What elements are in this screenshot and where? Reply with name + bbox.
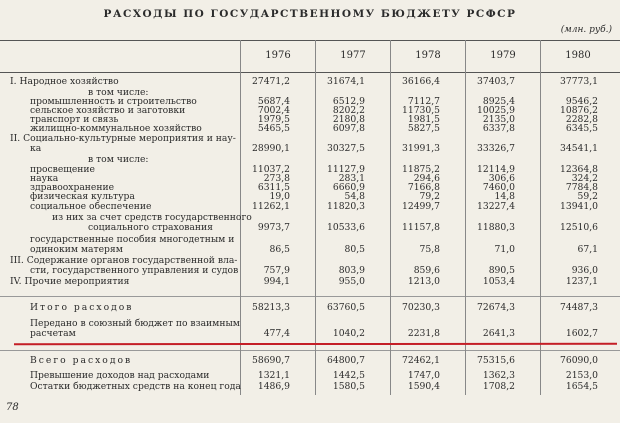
- cell-value: 70230,3: [402, 302, 440, 313]
- year-header: 1980: [565, 50, 591, 61]
- cell-value: 63760,5: [327, 302, 365, 313]
- red-underline-annotation: [14, 343, 617, 346]
- cell-value: 2282,8: [565, 114, 598, 125]
- table-row: [0, 222, 620, 234]
- row-label: Остатки бюджетных средств на конец года: [30, 381, 241, 392]
- cell-value: 324,2: [571, 173, 598, 184]
- cell-value: 9546,2: [565, 96, 598, 107]
- cell-value: 74487,3: [560, 302, 598, 313]
- row-label: I. Народное хозяйство: [10, 76, 119, 87]
- cell-value: 1442,5: [332, 370, 365, 381]
- cell-value: 19,0: [269, 191, 290, 202]
- unit-label: (млн. руб.): [560, 25, 612, 35]
- cell-value: 34541,1: [560, 143, 598, 154]
- cell-value: 12114,9: [477, 164, 515, 175]
- cell-value: 283,1: [338, 173, 365, 184]
- cell-value: 306,6: [488, 173, 515, 184]
- cell-value: 5465,5: [257, 123, 290, 134]
- cell-value: 11730,5: [402, 105, 440, 116]
- cell-value: 1321,1: [257, 370, 290, 381]
- cell-value: 11037,2: [252, 164, 290, 175]
- row-label: III. Содержание органов государственной вла-: [10, 255, 238, 266]
- row-label: Итого расходов: [30, 302, 134, 313]
- header-top-rule: [0, 40, 620, 41]
- row-label: II. Социально-культурные мероприятия и нау-: [10, 133, 236, 144]
- row-label: наука: [30, 173, 59, 184]
- cell-value: 79,2: [419, 191, 440, 202]
- cell-value: 9973,7: [257, 222, 290, 233]
- cell-value: 936,0: [571, 265, 598, 276]
- cell-value: 8925,4: [482, 96, 515, 107]
- row-label: просвещение: [30, 164, 95, 175]
- cell-value: 8202,2: [332, 105, 365, 116]
- row-label: из них за счет средств государственного: [52, 212, 252, 223]
- cell-value: 10533,6: [327, 222, 365, 233]
- row-label: Превышение доходов над расходами: [30, 370, 210, 381]
- row-label: Передано в союзный бюджет по взаимным: [30, 318, 240, 329]
- cell-value: 12510,6: [560, 222, 598, 233]
- cell-value: 1590,4: [407, 381, 440, 392]
- cell-value: 1747,0: [407, 370, 440, 381]
- cell-value: 890,5: [488, 265, 515, 276]
- row-label: ка: [30, 143, 42, 154]
- cell-value: 11157,8: [402, 222, 440, 233]
- cell-value: 10025,9: [477, 105, 515, 116]
- table-row: [0, 276, 620, 288]
- row-label: социального страхования: [88, 222, 213, 233]
- cell-value: 2135,0: [482, 114, 515, 125]
- cell-value: 5827,5: [407, 123, 440, 134]
- cell-value: 86,5: [269, 244, 290, 255]
- cell-value: 30327,5: [327, 143, 365, 154]
- cell-value: 1580,5: [332, 381, 365, 392]
- cell-value: 1362,3: [482, 370, 515, 381]
- row-label: государственные пособия многодетным и: [30, 234, 235, 245]
- cell-value: 1053,4: [482, 276, 515, 287]
- cell-value: 72462,1: [402, 355, 440, 366]
- cell-value: 273,8: [263, 173, 290, 184]
- cell-value: 1708,2: [482, 381, 515, 392]
- cell-value: 54,8: [344, 191, 365, 202]
- cell-value: 7112,7: [407, 96, 440, 107]
- cell-value: 1213,0: [407, 276, 440, 287]
- cell-value: 13941,0: [560, 201, 598, 212]
- cell-value: 59,2: [577, 191, 598, 202]
- cell-value: 14,8: [494, 191, 515, 202]
- cell-value: 2153,0: [565, 370, 598, 381]
- cell-value: 994,1: [263, 276, 290, 287]
- table-row: [0, 381, 620, 393]
- cell-value: 7002,4: [257, 105, 290, 116]
- cell-value: 37773,1: [560, 76, 598, 87]
- cell-value: 7166,8: [407, 182, 440, 193]
- row-label: физическая культура: [30, 191, 135, 202]
- cell-value: 1654,5: [565, 381, 598, 392]
- cell-value: 28990,1: [252, 143, 290, 154]
- cell-value: 58690,7: [252, 355, 290, 366]
- total-rule: [0, 350, 620, 351]
- header-bottom-rule: [0, 72, 620, 73]
- row-label: транспорт и связь: [30, 114, 119, 125]
- row-label: сти, государственного управления и судов: [30, 265, 239, 276]
- cell-value: 37403,7: [477, 76, 515, 87]
- page-number: 78: [6, 402, 19, 413]
- row-label: одиноким матерям: [30, 244, 123, 255]
- cell-value: 13227,4: [477, 201, 515, 212]
- cell-value: 6311,5: [257, 182, 290, 193]
- cell-value: 2641,3: [482, 328, 515, 339]
- cell-value: 71,0: [494, 244, 515, 255]
- cell-value: 33326,7: [477, 143, 515, 154]
- cell-value: 1237,1: [565, 276, 598, 287]
- row-label: здравоохранение: [30, 182, 115, 193]
- row-label: в том числе:: [88, 154, 149, 165]
- cell-value: 1486,9: [257, 381, 290, 392]
- cell-value: 859,6: [413, 265, 440, 276]
- table-row: [0, 328, 620, 340]
- cell-value: 75,8: [419, 244, 440, 255]
- cell-value: 6660,9: [332, 182, 365, 193]
- cell-value: 27471,2: [252, 76, 290, 87]
- year-header: 1978: [415, 50, 441, 61]
- row-label: социальное обеспечение: [30, 201, 152, 212]
- cell-value: 64800,7: [327, 355, 365, 366]
- cell-value: 12499,7: [402, 201, 440, 212]
- cell-value: 955,0: [338, 276, 365, 287]
- cell-value: 6337,8: [482, 123, 515, 134]
- cell-value: 477,4: [263, 328, 290, 339]
- row-label: IV. Прочие мероприятия: [10, 276, 130, 287]
- row-label: жилищно-коммунальное хозяйство: [30, 123, 202, 134]
- cell-value: 11875,2: [402, 164, 440, 175]
- cell-value: 757,9: [263, 265, 290, 276]
- cell-value: 72674,3: [477, 302, 515, 313]
- cell-value: 10876,2: [560, 105, 598, 116]
- cell-value: 11880,3: [477, 222, 515, 233]
- table-title: РАСХОДЫ ПО ГОСУДАРСТВЕННОМУ БЮДЖЕТУ РСФСР: [103, 8, 517, 20]
- cell-value: 6097,8: [332, 123, 365, 134]
- cell-value: 80,5: [344, 244, 365, 255]
- cell-value: 76090,0: [560, 355, 598, 366]
- cell-value: 1602,7: [565, 328, 598, 339]
- cell-value: 803,9: [338, 265, 365, 276]
- cell-value: 7460,0: [482, 182, 515, 193]
- cell-value: 67,1: [577, 244, 598, 255]
- cell-value: 31674,1: [327, 76, 365, 87]
- cell-value: 6345,5: [565, 123, 598, 134]
- cell-value: 294,6: [413, 173, 440, 184]
- cell-value: 36166,4: [402, 76, 440, 87]
- cell-value: 12364,8: [560, 164, 598, 175]
- cell-value: 31991,3: [402, 143, 440, 154]
- cell-value: 2231,8: [407, 328, 440, 339]
- table-row: [0, 302, 620, 314]
- cell-value: 6512,9: [332, 96, 365, 107]
- row-label: промышленность и строительство: [30, 96, 197, 107]
- row-label: Всего расходов: [30, 355, 133, 366]
- subtotal-rule: [0, 296, 620, 297]
- cell-value: 1979,5: [257, 114, 290, 125]
- row-label: расчетам: [30, 328, 76, 339]
- row-label: в том числе:: [88, 87, 149, 98]
- cell-value: 1981,5: [407, 114, 440, 125]
- year-header: 1979: [490, 50, 516, 61]
- cell-value: 11262,1: [252, 201, 290, 212]
- table-row: [0, 355, 620, 367]
- row-label: сельское хозяйство и заготовки: [30, 105, 186, 116]
- year-header: 1976: [265, 50, 291, 61]
- cell-value: 11127,9: [327, 164, 365, 175]
- cell-value: 1040,2: [332, 328, 365, 339]
- cell-value: 7784,8: [565, 182, 598, 193]
- cell-value: 58213,3: [252, 302, 290, 313]
- cell-value: 2180,8: [332, 114, 365, 125]
- cell-value: 75315,6: [477, 355, 515, 366]
- cell-value: 5687,4: [257, 96, 290, 107]
- cell-value: 11820,3: [327, 201, 365, 212]
- year-header: 1977: [340, 50, 366, 61]
